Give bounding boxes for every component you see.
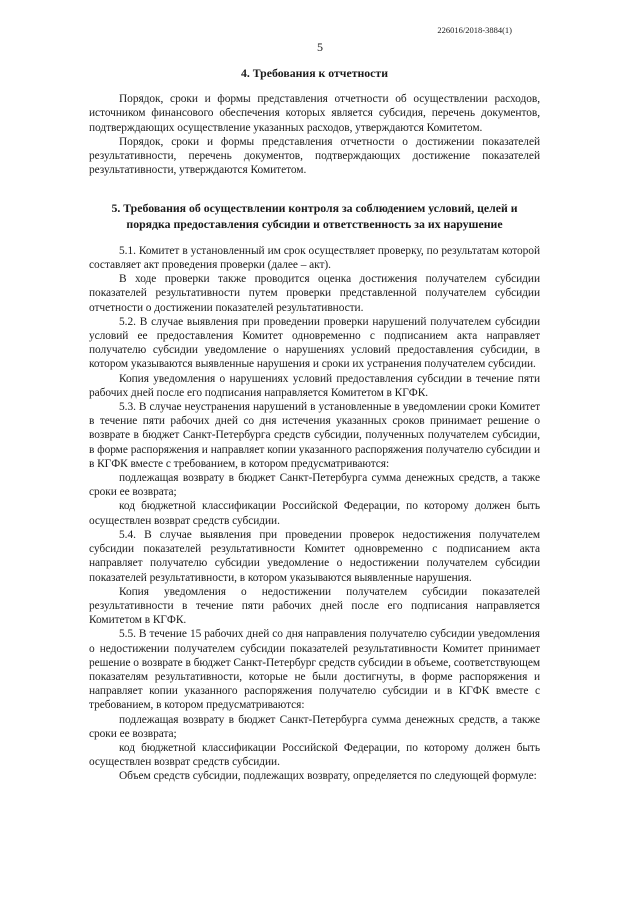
paragraph: Порядок, сроки и формы представления отчетности о достижении показателей результативности, перечень документов, подтверждающих достижение показателей результативности, утверждаются Комитетом. <box>89 135 540 177</box>
paragraph: код бюджетной классификации Российской Федерации, по которому должен быть осуществлен возврат средств субсидии. <box>89 741 540 769</box>
page-number: 5 <box>317 40 323 54</box>
paragraph: 5.4. В случае выявления при проведении проверок недостижения получателем субсидии показателей результативности Комитет одновременно с подписанием акта направляет получателю субсидии уведомление о недостижении получателем субсидии показателей результативности, в котором указываются выявленные нарушения. <box>89 528 540 584</box>
paragraph: Копия уведомления о недостижении получателем субсидии показателей результативности в течение пяти рабочих дней после его подписания направляется Комитетом в КГФК. <box>89 585 540 627</box>
paragraph: Порядок, сроки и формы представления отчетности об осуществлении расходов, источником финансового обеспечения которых является субсидия, перечень документов, подтверждающих осуществление указанных расходов, утверждаются Комитетом. <box>89 93 540 134</box>
paragraph: код бюджетной классификации Российской Федерации, по которому должен быть осуществлен возврат средств субсидии. <box>89 500 540 527</box>
paragraph: Объем средств субсидии, подлежащих возврату, определяется по следующей формуле: <box>119 770 537 783</box>
paragraph: 5.3. В случае неустранения нарушений в установленные в уведомлении сроки Комитет в течение пяти рабочих дней со дня истечения указанных сроков принимает решение о возврате в бюджет Санкт-Петербурга средств субсидии, полученных получателем субсидии, в форме распоряжения и направляет копии указанного распоряжения получателю субсидии и в КГФК вместе с требованием, в котором предусматриваются: <box>89 401 540 470</box>
section-4-title: 4. Требования к отчетности <box>240 66 389 80</box>
paragraph: 5.1. Комитет в установленный им срок осуществляет проверку, по результатам которой составляет акт проведения проверки (далее – акт). <box>89 244 540 272</box>
document-number: 226016/2018-3884(1) <box>437 25 512 35</box>
page-content <box>89 66 540 784</box>
paragraph: подлежащая возврату в бюджет Санкт-Петербурга сумма денежных средств, а также сроки ее возврата; <box>89 472 540 499</box>
paragraph: Копия уведомления о нарушениях условий предоставления субсидии в течение пяти рабочих дней после его подписания направляется Комитетом в КГФК. <box>89 372 540 399</box>
paragraph: подлежащая возврату в бюджет Санкт-Петербурга сумма денежных средств, а также сроки ее возврата; <box>89 713 540 740</box>
paragraph: 5.5. В течение 15 рабочих дней со дня направления получателю субсидии уведомления о недостижении получателем субсидии показателей результативности Комитет принимает решение о возврате в бюджет Санкт-Петербург средств субсидии в объеме, соответствующем показателям результативности, которые не были достигнуты, в форме распоряжения и направляет копии указанного распоряжения получателю субсидии и в КГФК вместе с требованием, в котором предусматриваются: <box>89 628 540 712</box>
section-5-title: 5. Требования об осуществлении контроля за соблюдением условий, целей и порядка предоставления субсидии и ответственность за их нарушение <box>111 201 518 231</box>
paragraph: В ходе проверки также проводится оценка достижения получателем субсидии показателей результативности путем проверки представленной получателем субсидии отчетности о достижении показателей результативности. <box>89 273 540 314</box>
paragraph: 5.2. В случае выявления при проведении проверки нарушений получателем субсидии условий ее предоставления Комитет одновременно с подписанием акта направляет получателю субсидии уведомление о нарушениях условий предоставления субсидии, в котором указываются выявленные нарушения и сроки их устранения получателем субсидии. <box>89 315 540 371</box>
